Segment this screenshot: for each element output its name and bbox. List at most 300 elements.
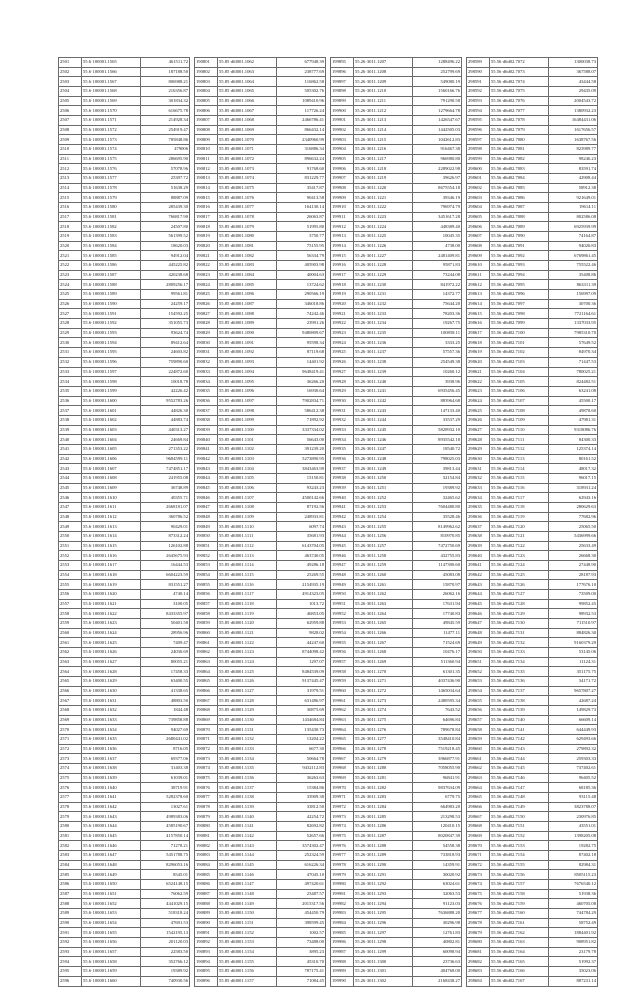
table-row [59, 212, 190, 222]
value-cell: 398599.45 [277, 918, 326, 928]
code-cell: 55.56·d6d02.7117 [490, 493, 549, 503]
code-cell: 55.6·100001.1565 [82, 58, 141, 68]
code-cell: 55.6·100001.1636 [82, 744, 141, 754]
table-row [331, 947, 462, 957]
table-row [59, 328, 190, 338]
row-id-cell: 2581 [59, 831, 82, 841]
code-cell: 55.26·3011.1292 [354, 880, 413, 890]
value-cell: 71084.45 [277, 976, 326, 986]
row-id-cell: 190817 [195, 212, 218, 222]
code-cell: 55.26·3011.1241 [354, 386, 413, 396]
row-id-cell: 2540 [59, 435, 82, 445]
code-cell: 55.56·d6d02.7142 [490, 735, 549, 745]
code-cell: 55.56·d6d02.7089 [490, 222, 549, 232]
table-row [195, 464, 326, 474]
code-cell: 55.6·100001.1651 [82, 889, 141, 899]
row-id-cell: 190852 [195, 551, 218, 561]
table-row [195, 976, 326, 986]
value-cell: 391239.20 [277, 444, 326, 454]
table-row [195, 706, 326, 716]
row-id-cell: 298624 [467, 396, 490, 406]
row-id-cell: 2587 [59, 889, 82, 899]
code-cell: 55.26·3011.1256 [354, 531, 413, 541]
table-row [467, 735, 598, 745]
value-cell: 2015317.56 [277, 899, 326, 909]
code-cell: 55.26·3011.1213 [354, 116, 413, 126]
table-row [467, 367, 598, 377]
row-id-cell: 2519 [59, 232, 82, 242]
value-cell: 33812.50 [277, 802, 326, 812]
table-row [331, 425, 462, 435]
code-cell: 55.56·d6d02.7096 [490, 290, 549, 300]
code-cell: 55.26·3011.1283 [354, 793, 413, 803]
code-cell: 55.56·d6d02.7114 [490, 464, 549, 474]
table-row [331, 667, 462, 677]
code-cell: 55.6·100001.1645 [82, 831, 141, 841]
row-id-cell: 298661 [467, 754, 490, 764]
row-id-cell: 199916 [331, 261, 354, 271]
table-row [195, 938, 326, 948]
code-cell: 55.85·d6l001.1073 [218, 164, 277, 174]
row-id-cell: 2595 [59, 967, 82, 977]
code-cell: 55.85·d6l001.1136 [218, 773, 277, 783]
table-row [59, 947, 190, 957]
table-row [59, 531, 190, 541]
value-cell: 1844.48 [141, 706, 190, 716]
value-cell: 84300.33 [549, 435, 598, 445]
table-row [195, 483, 326, 493]
row-id-cell: 190870 [195, 725, 218, 735]
value-cell: 47045.10 [277, 870, 326, 880]
row-id-cell: 199974 [331, 822, 354, 832]
row-id-cell: 2552 [59, 551, 82, 561]
code-cell: 55.85·d6l001.1156 [218, 967, 277, 977]
row-id-cell: 298634 [467, 493, 490, 503]
table-row [331, 773, 462, 783]
code-cell: 55.56·d6d02.7167 [490, 976, 549, 986]
value-cell: 9828.02 [277, 628, 326, 638]
code-cell: 55.56·d6d02.7122 [490, 541, 549, 551]
table-row [59, 241, 190, 251]
value-cell: 23991.26 [277, 319, 326, 329]
value-cell: 2466786.41 [277, 116, 326, 126]
table-row [195, 222, 326, 232]
code-cell: 55.26·3011.1282 [354, 783, 413, 793]
value-cell: 93624.74 [141, 328, 190, 338]
row-id-cell: 190893 [195, 947, 218, 957]
row-id-cell: 199957 [331, 657, 354, 667]
code-cell: 55.85·d6l001.1110 [218, 522, 277, 532]
table-row [331, 183, 462, 193]
table-row [59, 106, 190, 116]
value-cell: 216356.87 [141, 87, 190, 97]
row-id-cell: 190896 [195, 976, 218, 986]
code-cell: 55.85·d6l001.1130 [218, 715, 277, 725]
row-id-cell: 298591 [467, 77, 490, 87]
table-row [195, 232, 326, 242]
table-row [467, 841, 598, 851]
code-cell: 55.56·d6d02.7118 [490, 502, 549, 512]
row-id-cell: 298646 [467, 609, 490, 619]
row-id-cell: 298680 [467, 938, 490, 948]
code-cell: 55.26·3011.1208 [354, 67, 413, 77]
row-id-cell: 298676 [467, 899, 490, 909]
value-cell: 36263.63 [277, 773, 326, 783]
table-row [331, 309, 462, 319]
row-id-cell: 298609 [467, 251, 490, 261]
value-cell: 43551.01 [549, 822, 598, 832]
code-cell: 55.85·d6l001.1138 [218, 793, 277, 803]
value-cell: 57557.36 [413, 348, 462, 358]
row-id-cell: 190879 [195, 812, 218, 822]
table-row [59, 783, 190, 793]
value-cell: 49845.59 [413, 618, 462, 628]
value-cell: 75155.95 [277, 241, 326, 251]
value-cell: 89412.64 [141, 338, 190, 348]
code-cell: 55.26·3011.1222 [354, 203, 413, 213]
value-cell: 91123.03 [413, 899, 462, 909]
table-row [331, 319, 462, 329]
table-row [467, 802, 598, 812]
row-id-cell: 2528 [59, 319, 82, 329]
row-id-cell: 298607 [467, 232, 490, 242]
table-row [467, 628, 598, 638]
value-cell: 100858.11 [413, 328, 462, 338]
code-cell: 55.85·d6l001.1135 [218, 764, 277, 774]
row-id-cell: 2568 [59, 706, 82, 716]
value-cell: 57649.52 [549, 338, 598, 348]
code-cell: 55.26·3011.1233 [354, 309, 413, 319]
value-cell: 5828932.10 [413, 425, 462, 435]
code-cell: 55.85·d6l001.1118 [218, 599, 277, 609]
value-cell: 32063.53 [413, 889, 462, 899]
code-cell: 55.85·d6l001.1064 [218, 77, 277, 87]
table-row [467, 754, 598, 764]
row-id-cell: 190863 [195, 657, 218, 667]
row-id-cell: 190816 [195, 203, 218, 213]
value-cell: 1442505.03 [413, 125, 462, 135]
row-id-cell: 2569 [59, 715, 82, 725]
code-cell: 55.56·d6d02.7082 [490, 154, 549, 164]
value-cell: 4738.00 [413, 241, 462, 251]
row-id-cell: 2567 [59, 696, 82, 706]
value-cell: 80055.21 [141, 657, 190, 667]
code-cell: 55.6·100001.1624 [82, 628, 141, 638]
table-row [195, 580, 326, 590]
table-row [59, 773, 190, 783]
row-id-cell: 199923 [331, 328, 354, 338]
row-id-cell: 2576 [59, 783, 82, 793]
row-id-cell: 190806 [195, 106, 218, 116]
code-cell: 55.85·d6l001.1089 [218, 319, 277, 329]
code-cell: 55.6·100001.1583 [82, 232, 141, 242]
value-cell: 3823788.07 [549, 802, 598, 812]
value-cell: 873312.24 [141, 531, 190, 541]
table-row [331, 831, 462, 841]
table-row [59, 396, 190, 406]
table-row [59, 715, 190, 725]
row-id-cell: 2539 [59, 425, 82, 435]
value-cell: 7676540.12 [549, 880, 598, 890]
table-row [331, 280, 462, 290]
value-cell: 1542195.13 [141, 928, 190, 938]
code-cell: 55.56·d6d02.7162 [490, 928, 549, 938]
value-cell: 1147390.60 [413, 560, 462, 570]
code-cell: 55.85·d6l001.1091 [218, 338, 277, 348]
value-cell: 78203.36 [413, 309, 462, 319]
table-row [467, 783, 598, 793]
row-id-cell: 298628 [467, 435, 490, 445]
table-row [195, 783, 326, 793]
value-cell: 629493.66 [549, 735, 598, 745]
table-row [331, 706, 462, 716]
code-cell: 55.85·d6l001.1124 [218, 657, 277, 667]
value-cell: 94026.83 [549, 241, 598, 251]
value-cell: 2154935.19 [277, 580, 326, 590]
table-row [467, 183, 598, 193]
row-id-cell: 2564 [59, 667, 82, 677]
value-cell: 214928.34 [141, 116, 190, 126]
value-cell: 88887.09 [141, 193, 190, 203]
table-row [59, 174, 190, 184]
value-cell: 10476.17 [413, 647, 462, 657]
value-cell: 44826.30 [141, 406, 190, 416]
code-cell: 55.56·d6d02.7131 [490, 628, 549, 638]
table-row [59, 725, 190, 735]
row-id-cell: 2584 [59, 860, 82, 870]
value-cell: 42254.72 [277, 812, 326, 822]
value-cell: 224872.60 [141, 367, 190, 377]
row-id-cell: 199925 [331, 348, 354, 358]
row-id-cell: 298672 [467, 860, 490, 870]
table-row [195, 773, 326, 783]
value-cell: 18540.72 [413, 444, 462, 454]
table-row [59, 116, 190, 126]
table-row [331, 203, 462, 213]
table-row [59, 696, 190, 706]
value-cell: 806988.21 [141, 77, 190, 87]
code-cell: 55.56·d6d02.7165 [490, 957, 549, 967]
value-cell: 54558.38 [413, 841, 462, 851]
row-id-cell: 2533 [59, 367, 82, 377]
code-cell: 55.26·3011.1270 [354, 667, 413, 677]
code-cell: 55.6·100001.1640 [82, 783, 141, 793]
code-cell: 55.6·100001.1635 [82, 735, 141, 745]
code-cell: 55.6·100001.1604 [82, 435, 141, 445]
row-id-cell: 298633 [467, 483, 490, 493]
row-id-cell: 2534 [59, 377, 82, 387]
code-cell: 55.85·d6l001.1115 [218, 570, 277, 580]
value-cell: 51995.80 [277, 222, 326, 232]
value-cell: 26062.16 [413, 589, 462, 599]
table-row [331, 841, 462, 851]
value-cell: 863311.39 [549, 280, 598, 290]
table-row [331, 473, 462, 483]
row-id-cell: 2517 [59, 212, 82, 222]
value-cell: 301834.32 [141, 96, 190, 106]
code-cell: 55.26·3011.1262 [354, 589, 413, 599]
row-id-cell: 298636 [467, 512, 490, 522]
row-id-cell: 298670 [467, 841, 490, 851]
row-id-cell: 298641 [467, 560, 490, 570]
value-cell: 6097.74 [277, 522, 326, 532]
table-row [195, 638, 326, 648]
value-cell: 3333.25 [413, 338, 462, 348]
value-cell: 71892.92 [277, 415, 326, 425]
row-id-cell: 190858 [195, 609, 218, 619]
table-row [331, 851, 462, 861]
code-cell: 55.26·3011.1247 [354, 444, 413, 454]
row-id-cell: 190835 [195, 386, 218, 396]
table-row [59, 454, 190, 464]
code-cell: 55.26·3011.1279 [354, 754, 413, 764]
table-row [195, 918, 326, 928]
row-id-cell: 298639 [467, 541, 490, 551]
table-row [195, 174, 326, 184]
table-row [331, 560, 462, 570]
row-id-cell: 199970 [331, 783, 354, 793]
row-id-cell: 199915 [331, 251, 354, 261]
table-row [331, 87, 462, 97]
table-row [59, 232, 190, 242]
row-id-cell: 298649 [467, 638, 490, 648]
value-cell: 16484431.06 [549, 116, 598, 126]
row-id-cell: 298664 [467, 783, 490, 793]
code-cell: 55.56·d6d02.7106 [490, 386, 549, 396]
table-row [195, 415, 326, 425]
row-id-cell: 190881 [195, 831, 218, 841]
table-row [331, 493, 462, 503]
value-cell: 271353.22 [141, 444, 190, 454]
code-cell: 55.6·100001.1600 [82, 396, 141, 406]
table-row [59, 512, 190, 522]
table-row [331, 618, 462, 628]
table-row [331, 348, 462, 358]
value-cell: 147133.40 [413, 406, 462, 416]
table-row [195, 870, 326, 880]
row-id-cell: 199954 [331, 628, 354, 638]
data-table-4 [466, 57, 598, 987]
table-row [195, 754, 326, 764]
code-cell: 55.26·3011.1221 [354, 193, 413, 203]
code-cell: 55.85·d6l001.1134 [218, 754, 277, 764]
code-cell: 55.56·d6d02.7085 [490, 183, 549, 193]
code-cell: 55.56·d6d02.7145 [490, 764, 549, 774]
value-cell: 8020847.39 [413, 831, 462, 841]
row-id-cell: 199918 [331, 280, 354, 290]
row-id-cell: 298621 [467, 367, 490, 377]
code-cell: 55.85·d6l001.1108 [218, 502, 277, 512]
table-row [467, 793, 598, 803]
row-id-cell: 190880 [195, 822, 218, 832]
value-cell: 3966877.91 [413, 754, 462, 764]
value-cell: 23736.63 [413, 957, 462, 967]
value-cell: 230976.85 [549, 812, 598, 822]
table-row [467, 831, 598, 841]
value-cell: 120410.15 [413, 822, 462, 832]
code-cell: 55.6·100001.1582 [82, 222, 141, 232]
row-id-cell: 2510 [59, 145, 82, 155]
value-cell: 135430.73 [277, 725, 326, 735]
code-cell: 55.26·3011.1301 [354, 967, 413, 977]
table-row [467, 493, 598, 503]
table-row [195, 609, 326, 619]
row-id-cell: 298650 [467, 647, 490, 657]
code-cell: 55.26·3011.1246 [354, 435, 413, 445]
value-cell: 12761.83 [413, 928, 462, 938]
table-row [467, 928, 598, 938]
table-row [467, 444, 598, 454]
table-row [195, 261, 326, 271]
code-cell: 55.85·d6l001.1099 [218, 415, 277, 425]
code-cell: 55.85·d6l001.1152 [218, 928, 277, 938]
code-cell: 55.56·d6d02.7099 [490, 319, 549, 329]
value-cell: 74164.87 [549, 232, 598, 242]
table-row [467, 96, 598, 106]
row-id-cell: 2557 [59, 599, 82, 609]
table-row [195, 425, 326, 435]
value-cell: 916467.38 [413, 145, 462, 155]
row-id-cell: 190877 [195, 793, 218, 803]
row-id-cell: 190848 [195, 512, 218, 522]
code-cell: 55.56·d6d02.7164 [490, 947, 549, 957]
code-cell: 55.26·3011.1237 [354, 348, 413, 358]
code-cell: 55.85·d6l001.1104 [218, 464, 277, 474]
value-cell: 1434684.84 [277, 715, 326, 725]
row-id-cell: 298606 [467, 222, 490, 232]
code-cell: 55.26·3011.1291 [354, 870, 413, 880]
table-row [195, 435, 326, 445]
value-cell: 791290.58 [413, 96, 462, 106]
code-cell: 55.85·d6l001.1137 [218, 783, 277, 793]
value-cell: 1337033.95 [549, 319, 598, 329]
row-id-cell: 190861 [195, 638, 218, 648]
code-cell: 55.85·d6l001.1143 [218, 841, 277, 851]
table-row [467, 899, 598, 909]
table-row [331, 222, 462, 232]
row-id-cell: 2551 [59, 541, 82, 551]
row-id-cell: 190850 [195, 531, 218, 541]
code-cell: 55.6·100001.1649 [82, 870, 141, 880]
code-cell: 55.85·d6l001.1139 [218, 802, 277, 812]
table-row [195, 502, 326, 512]
table-row [331, 406, 462, 416]
table-row [331, 580, 462, 590]
row-id-cell: 298618 [467, 338, 490, 348]
row-id-cell: 298632 [467, 473, 490, 483]
code-cell: 55.26·3011.1235 [354, 328, 413, 338]
table-row [331, 677, 462, 687]
table-row [195, 628, 326, 638]
table-row [331, 96, 462, 106]
table-row [331, 735, 462, 745]
row-id-cell: 298622 [467, 377, 490, 387]
value-cell: 2809256.17 [141, 280, 190, 290]
table-row [195, 764, 326, 774]
row-id-cell: 2565 [59, 677, 82, 687]
value-cell: 87192.56 [277, 502, 326, 512]
code-cell: 55.56·d6d02.7103 [490, 357, 549, 367]
table-row [195, 812, 326, 822]
table-row [467, 338, 598, 348]
table-row [331, 928, 462, 938]
value-cell: 248933.81 [277, 512, 326, 522]
value-cell: 290566.19 [277, 290, 326, 300]
code-cell: 55.85·d6l001.1069 [218, 125, 277, 135]
value-cell: 73509.00 [549, 589, 598, 599]
table-row [331, 870, 462, 880]
code-cell: 55.85·d6l001.1116 [218, 580, 277, 590]
